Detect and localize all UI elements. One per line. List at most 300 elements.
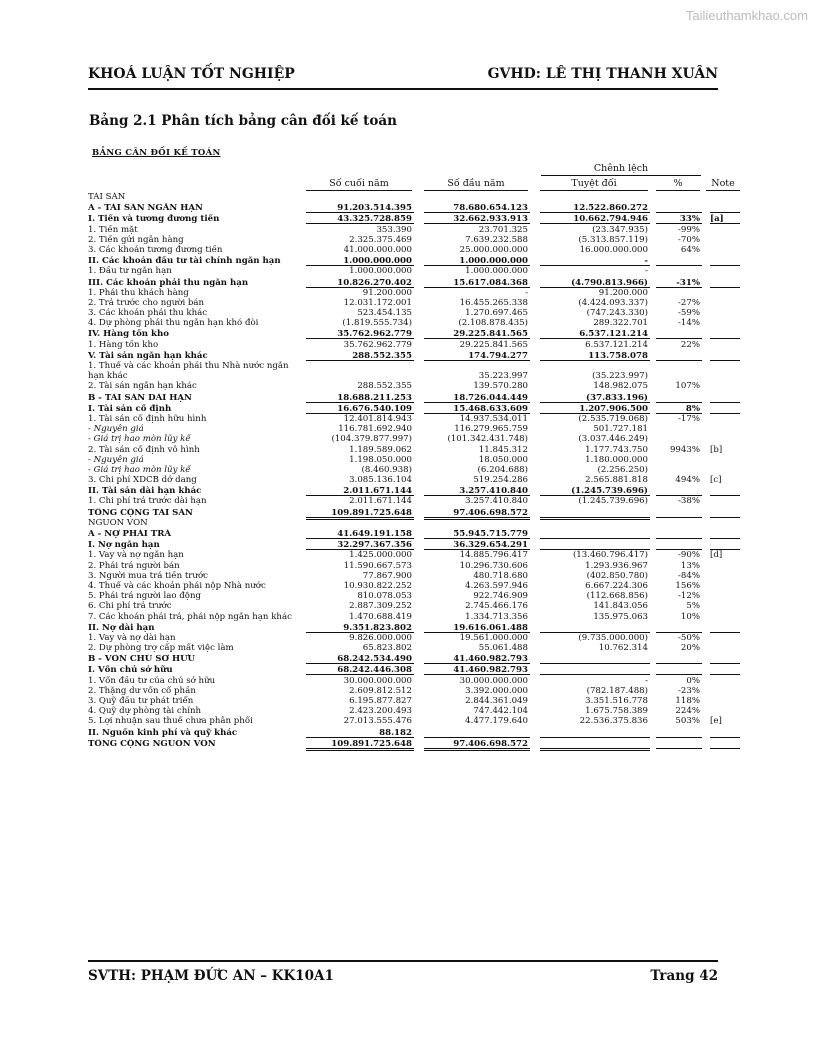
table-row (88, 601, 740, 611)
note-ref: [d] (710, 550, 723, 561)
value-end: 41.000.000.000 (343, 244, 412, 255)
column-header-pct: % (656, 177, 700, 191)
rule-line (710, 495, 740, 496)
rule-line (656, 517, 702, 518)
rule-line (424, 737, 530, 738)
row-label: 1. Chi phí trả trước dài hạn (88, 496, 207, 507)
rule-line (710, 287, 740, 288)
rule-line (424, 338, 530, 339)
value-pct: -84% (677, 570, 700, 581)
row-label: - Giá trị hao mòn lũy kế (88, 464, 191, 475)
rule-line (710, 413, 740, 414)
column-group-header: Chênh lệch (541, 163, 701, 176)
rule-line (710, 737, 740, 738)
value-pct: 22% (680, 339, 700, 350)
row-label: 2. Tài sản ngắn hạn khác (88, 381, 197, 392)
table-row (88, 612, 740, 622)
rule-line (424, 212, 530, 213)
rule-line (656, 287, 702, 288)
value-begin: 116.279.965.759 (454, 424, 528, 435)
value-abs: 135.975.063 (593, 611, 648, 622)
value-abs: 10.762.314 (598, 643, 648, 654)
row-label: 5. Lợi nhuận sau thuế chưa phân phối (88, 716, 253, 727)
rule-line (710, 538, 740, 539)
rule-line (540, 212, 650, 213)
value-abs: (1.245.739.696) (571, 486, 648, 497)
value-abs: (402.850.780) (586, 570, 648, 581)
rule-line (424, 632, 530, 633)
value-end: 77.867.900 (362, 570, 412, 581)
rule-line (710, 338, 740, 339)
value-begin: 480.718.680 (473, 570, 528, 581)
value-end: 91.200.000 (362, 287, 412, 298)
rule-line (424, 674, 530, 675)
value-pct: 118% (675, 696, 700, 707)
rule-line (306, 212, 414, 213)
value-begin: 7.639.232.588 (465, 234, 528, 245)
rule-line (710, 549, 740, 550)
row-label: 7. Các khoản phải trả, phải nộp ngắn hạn khác (88, 611, 292, 622)
value-end: (1.819.555.734) (342, 318, 412, 329)
note-ref: [c] (710, 475, 722, 486)
value-begin: 14.885.796.417 (459, 550, 528, 561)
column-header-note: Note (706, 177, 740, 191)
header-right: GVHD: LÊ THỊ THANH XUÂN (487, 66, 718, 82)
rule-line (540, 663, 650, 664)
table-row (88, 686, 740, 696)
row-label: TÀI SẢN (88, 192, 126, 202)
value-begin: 19.561.000.000 (459, 632, 528, 643)
note-ref: [e] (710, 716, 722, 727)
value-begin: 36.329.654.291 (453, 540, 528, 551)
value-abs: 1.180.000.000 (585, 454, 648, 465)
value-abs: (35.223.997) (592, 371, 648, 382)
value-begin: 55.061.488 (478, 643, 528, 654)
value-pct: -59% (677, 308, 700, 319)
value-begin: 1.000.000.000 (459, 256, 528, 267)
value-end: 2.011.671.144 (343, 486, 412, 497)
value-pct: 9943% (669, 444, 700, 455)
value-begin: 97.406.698.572 (453, 738, 528, 749)
table-row (88, 496, 740, 506)
value-end: 6.195.877.827 (349, 696, 412, 707)
value-end: 2.887.309.252 (349, 601, 412, 612)
page-footer (88, 960, 718, 984)
rule-line (424, 538, 530, 539)
value-abs: 12.522.860.272 (573, 203, 648, 214)
value-abs: 113.758.078 (588, 350, 648, 361)
rule-line (656, 663, 702, 664)
rule-line (306, 265, 414, 266)
row-label: 2. Trả trước cho người bán (88, 297, 205, 308)
value-end: 35.762.962.779 (343, 339, 412, 350)
value-begin: 15.468.633.609 (453, 403, 528, 414)
row-label: TỔNG CỘNG TÀI SẢN (88, 507, 193, 518)
table-row (88, 716, 740, 726)
rule-line (424, 287, 530, 288)
value-abs: (2.256.250) (597, 464, 648, 475)
rule-line (656, 265, 702, 266)
value-end: 3.085.136.104 (349, 475, 412, 486)
value-begin: 97.406.698.572 (453, 507, 528, 518)
rule-line (710, 748, 740, 749)
table-row (88, 455, 740, 465)
rule-line (710, 632, 740, 633)
table-row (88, 235, 740, 245)
table-row (88, 696, 740, 706)
row-label: 3. Các khoản phải thu khác (88, 308, 208, 319)
value-end: 65.823.802 (362, 643, 412, 654)
rule-line (656, 212, 702, 213)
rule-line (710, 212, 740, 213)
value-end: 32.297.367.356 (337, 540, 412, 551)
row-label: TỔNG CỘNG NGUỒN VỐN (88, 738, 216, 749)
value-begin: 25.000.000.000 (459, 244, 528, 255)
row-label: - Giá trị hao mòn lũy kế (88, 434, 191, 445)
value-pct: -31% (676, 277, 700, 288)
value-begin: 11.845.312 (478, 444, 528, 455)
rule-line (424, 413, 530, 414)
value-end: 2.423.200.493 (349, 706, 412, 717)
value-end: 12.031.172.001 (343, 297, 412, 308)
value-pct: 0% (686, 675, 700, 686)
row-label: 1. Vay và nợ ngắn hạn (88, 550, 184, 561)
value-begin: 14.937.534.011 (459, 413, 528, 424)
row-label: 6. Chi phí trả trước (88, 601, 172, 612)
rule-line (424, 517, 530, 520)
rule-line (306, 632, 414, 633)
value-pct: -27% (677, 297, 700, 308)
value-end: (8.460.938) (361, 464, 412, 475)
rule-line (710, 674, 740, 675)
row-label: 2. Thặng dư vốn cổ phần (88, 685, 196, 696)
table-row (88, 277, 740, 288)
note-ref: [b] (710, 444, 723, 455)
value-begin: 3.257.410.840 (459, 486, 528, 497)
table-row (88, 381, 740, 391)
rule-line (540, 223, 650, 224)
rule-line (540, 495, 650, 496)
value-begin: 29.225.841.565 (459, 339, 528, 350)
value-end: 353.390 (376, 224, 412, 235)
row-label: 1. Thuế và các khoản phải thu Nhà nước ngắn hạn khác (88, 361, 289, 382)
value-pct: 13% (680, 560, 700, 571)
row-label: 3. Người mua trả tiền trước (88, 570, 208, 581)
value-abs: 148.982.075 (593, 381, 648, 392)
row-label: III. Các khoản phải thu ngắn hạn (88, 277, 249, 288)
row-label: I. Nợ ngắn hạn (88, 540, 160, 551)
value-end: 523.454.135 (357, 308, 412, 319)
row-label: I. Vốn chủ sở hữu (88, 665, 173, 676)
value-end: 68.242.534.490 (337, 654, 412, 665)
row-label: 5. Phải trả người lao động (88, 591, 201, 602)
value-abs: 3.351.516.778 (585, 696, 648, 707)
rule-line (656, 495, 702, 496)
row-label: 1. Vốn đầu tư của chủ sở hữu (88, 675, 216, 686)
value-end: 10.930.822.252 (343, 580, 412, 591)
value-end: 43.325.728.859 (337, 214, 412, 225)
rule-line (540, 538, 650, 539)
value-begin: (2.108.878.435) (458, 318, 528, 329)
value-pct: -90% (677, 550, 700, 561)
value-abs: 6.537.121.214 (585, 339, 648, 350)
value-begin: 519.254.286 (473, 475, 528, 486)
value-begin: 35.223.997 (478, 371, 528, 382)
page-header (88, 66, 718, 90)
value-abs: - (645, 675, 648, 686)
table-row (88, 643, 740, 653)
table-row (88, 245, 740, 255)
value-abs: 16.000.000.000 (579, 244, 648, 255)
value-begin: 18.726.044.449 (453, 392, 528, 403)
rule-line (306, 223, 414, 224)
value-abs: (13.460.796.417) (572, 550, 648, 561)
row-label: A - TÀI SẢN NGẮN HẠN (88, 203, 203, 214)
row-label: II. Nợ dài hạn (88, 622, 155, 633)
value-end: 9.351.823.802 (343, 622, 412, 633)
table-row (88, 633, 740, 643)
value-abs: (1.245.739.696) (578, 496, 648, 507)
value-begin: 32.662.933.913 (453, 214, 528, 225)
row-label: I. Tiền và tương đương tiền (88, 214, 220, 225)
table-row (88, 424, 740, 434)
value-end: 68.242.446.308 (337, 665, 412, 676)
value-begin: - (525, 287, 528, 298)
table-row (88, 706, 740, 716)
rule-line (656, 360, 702, 361)
value-begin: (101.342.431.748) (447, 434, 528, 445)
table-row (88, 434, 740, 444)
rule-line (656, 632, 702, 633)
table-row (88, 581, 740, 591)
value-abs: 1.675.758.389 (585, 706, 648, 717)
rule-line (424, 495, 530, 496)
row-label: - Nguyên giá (88, 454, 144, 465)
value-abs: 22.536.375.836 (579, 716, 648, 727)
row-label: 2. Phải trả người bán (88, 560, 180, 571)
rule-line (306, 360, 414, 361)
value-end: 91.203.514.395 (337, 203, 412, 214)
value-begin: 78.680.654.123 (453, 203, 528, 214)
table-row (88, 571, 740, 581)
value-pct: -17% (677, 413, 700, 424)
table-subtitle: BẢNG CÂN ĐỐI KẾ TOÁN (92, 148, 221, 158)
row-label: V. Tài sản ngắn hạn khác (88, 350, 208, 361)
table-row (88, 318, 740, 328)
rule-line (540, 413, 650, 414)
table-row (88, 550, 740, 560)
footer-left: SVTH: PHẠM ĐỨC AN – KK10A1 (88, 968, 334, 984)
rule-line (656, 737, 702, 738)
value-begin: 922.746.909 (473, 591, 528, 602)
value-end: 2.011.671.144 (349, 496, 412, 507)
row-label: II. Nguồn kinh phí và quỹ khác (88, 727, 238, 738)
value-abs: - (645, 266, 648, 277)
table-row (88, 561, 740, 571)
table-row (88, 225, 740, 235)
value-pct: -23% (677, 685, 700, 696)
rule-line (710, 402, 740, 403)
value-abs: 141.843.056 (593, 601, 648, 612)
rule-line (424, 549, 530, 550)
value-begin: 1.000.000.000 (465, 266, 528, 277)
row-label: 3. Quỹ đầu tư phát triển (88, 696, 194, 707)
rule-line (306, 495, 414, 496)
value-begin: 3.392.000.000 (465, 685, 528, 696)
rule-line (710, 663, 740, 664)
value-end: 27.013.555.476 (343, 716, 412, 727)
rule-line (306, 549, 414, 550)
value-end: 109.891.725.648 (331, 738, 412, 749)
rule-line (306, 338, 414, 339)
footer-right: Trang 42 (650, 968, 718, 984)
value-end: (104.379.877.997) (331, 434, 412, 445)
value-end: 10.826.270.402 (337, 277, 412, 288)
rule-line (656, 402, 702, 403)
row-label: 4. Thuế và các khoản phải nộp Nhà nước (88, 580, 266, 591)
row-label: 2. Tiền gửi ngân hàng (88, 234, 184, 245)
table-row (88, 414, 740, 424)
row-label: 1. Hàng tồn kho (88, 339, 159, 350)
column-header-begin: Số đầu năm (424, 177, 528, 191)
value-end: 2.325.375.469 (349, 234, 412, 245)
value-begin: 29.225.841.565 (453, 329, 528, 340)
value-pct: -50% (677, 632, 700, 643)
value-pct: -70% (677, 234, 700, 245)
value-begin: 41.460.982.793 (453, 665, 528, 676)
value-pct: 156% (675, 580, 700, 591)
value-end: 1.189.589.062 (349, 444, 412, 455)
value-abs: 10.662.794.946 (573, 214, 648, 225)
value-end: 9.826.000.000 (349, 632, 412, 643)
value-pct: 64% (680, 244, 700, 255)
value-begin: 139.570.280 (473, 381, 528, 392)
rule-line (540, 338, 650, 339)
rule-line (656, 413, 702, 414)
rule-line (306, 402, 414, 403)
row-label: 1. Phải thu khách hàng (88, 287, 189, 298)
table-row (88, 298, 740, 308)
table-row (88, 676, 740, 686)
row-label: I. Tài sản cố định (88, 403, 172, 414)
rule-line (656, 674, 702, 675)
value-abs: (5.313.857.119) (578, 234, 648, 245)
value-begin: 174.794.277 (468, 350, 528, 361)
value-pct: 5% (686, 601, 700, 612)
table-row (88, 192, 740, 202)
rule-line (424, 663, 530, 664)
value-end: 1.000.000.000 (343, 256, 412, 267)
rule-line (306, 663, 414, 664)
value-begin: 2.844.361.049 (465, 696, 528, 707)
value-abs: (747.243.330) (586, 308, 648, 319)
rule-line (540, 360, 650, 361)
value-end: 41.649.191.158 (337, 529, 412, 540)
value-abs: 2.565.881.818 (585, 475, 648, 486)
rule-line (424, 265, 530, 266)
rule-line (424, 360, 530, 361)
rule-line (424, 223, 530, 224)
rule-line (540, 549, 650, 550)
value-end: 288.552.355 (352, 350, 412, 361)
value-pct: -38% (677, 496, 700, 507)
value-pct: 10% (680, 611, 700, 622)
rule-line (656, 538, 702, 539)
value-begin: 3.257.410.840 (465, 496, 528, 507)
rule-line (540, 265, 650, 266)
value-end: 1.425.000.000 (349, 550, 412, 561)
value-abs: 91.200.000 (598, 287, 648, 298)
row-label: B - TÀI SẢN DÀI HẠN (88, 392, 192, 403)
value-end: 1.470.688.419 (349, 611, 412, 622)
value-pct: 107% (675, 381, 700, 392)
rule-line (710, 360, 740, 361)
note-ref: [a] (710, 214, 724, 225)
row-label: 2. Dự phòng trợ cấp mất việc làm (88, 643, 234, 654)
value-abs: (2.535.719.068) (578, 413, 648, 424)
rule-line (540, 632, 650, 633)
table-row (88, 591, 740, 601)
table-row (88, 361, 740, 381)
watermark: Tailieuthamkhao.com (685, 8, 808, 23)
value-abs: (782.187.488) (586, 685, 648, 696)
value-pct: -14% (677, 318, 700, 329)
value-abs: 6.537.121.214 (579, 329, 648, 340)
row-label: 1. Đầu tư ngắn hạn (88, 266, 172, 277)
value-pct: 33% (679, 214, 700, 225)
table-row (88, 266, 740, 276)
value-abs: 501.727.181 (593, 424, 648, 435)
value-end: 810.078.053 (357, 591, 412, 602)
value-begin: 23.701.325 (478, 224, 528, 235)
rule-line (710, 265, 740, 266)
value-end: 16.676.540.109 (337, 403, 412, 414)
value-end: 1.198.050.000 (349, 454, 412, 465)
value-end: 116.781.692.940 (338, 424, 412, 435)
value-abs: (112.668.856) (586, 591, 648, 602)
value-begin: 1.270.697.465 (465, 308, 528, 319)
balance-sheet-table (88, 192, 740, 749)
rule-line (540, 748, 650, 751)
value-begin: 747.442.104 (473, 706, 528, 717)
value-pct: 20% (680, 643, 700, 654)
value-end: 18.688.211.253 (337, 392, 412, 403)
value-begin: 55.945.715.779 (453, 529, 528, 540)
row-label: 3. Các khoản tương đương tiền (88, 244, 223, 255)
value-pct: 8% (685, 403, 700, 414)
row-label: 1. Tiền mặt (88, 224, 138, 235)
value-pct: 503% (675, 716, 700, 727)
row-label: NGUỒN VỐN (88, 517, 148, 528)
rule-line (540, 674, 650, 675)
value-end: 2.609.812.512 (349, 685, 412, 696)
value-pct: 224% (675, 706, 700, 717)
value-begin: 4.477.179.640 (465, 716, 528, 727)
row-label: II. Các khoản đầu tư tài chính ngắn hạn (88, 256, 281, 267)
table-row (88, 475, 740, 485)
value-begin: (6.204.688) (477, 464, 528, 475)
value-abs: 6.667.224.306 (585, 580, 648, 591)
value-abs: (37.833.196) (586, 392, 648, 403)
rule-line (424, 402, 530, 403)
row-label: II. Tài sản dài hạn khác (88, 486, 202, 497)
value-begin: 16.455.265.338 (459, 297, 528, 308)
table-row (88, 288, 740, 298)
rule-line (540, 287, 650, 288)
value-pct: -12% (677, 591, 700, 602)
row-label: - Nguyên giá (88, 424, 144, 435)
row-label: 4. Quỹ dự phòng tài chính (88, 706, 202, 717)
